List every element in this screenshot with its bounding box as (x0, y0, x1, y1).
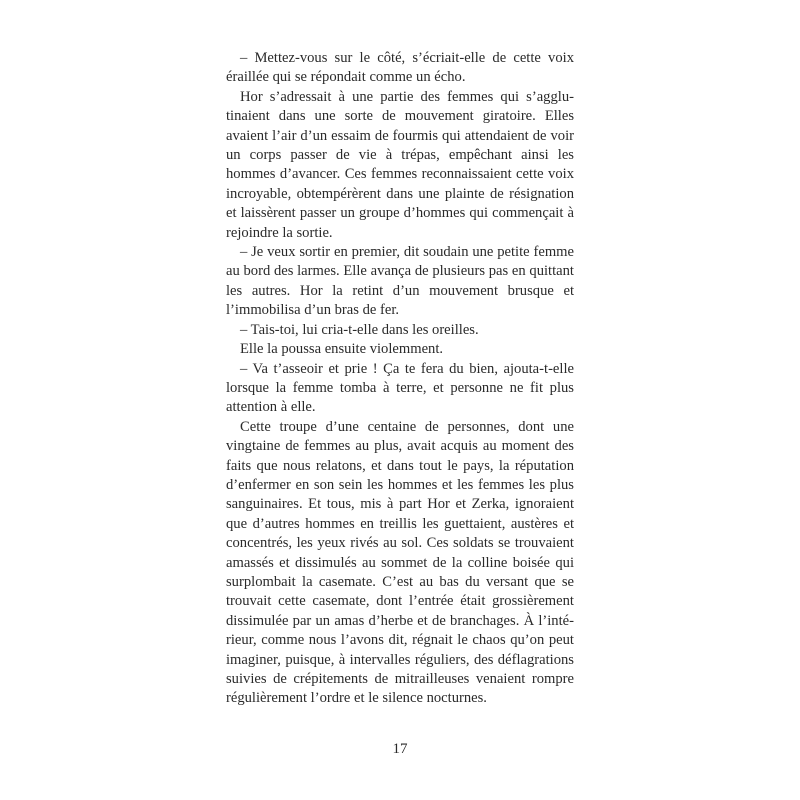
body-text (226, 49, 574, 709)
paragraph: – Va t’asseoir et prie ! Ça te fera du bien, ajouta-t-elle lorsque la femme tomba à terre, et personne ne fit plus attention à elle. (226, 360, 574, 416)
page-number: 17 (392, 741, 408, 757)
paragraph: Hor s’adressait à une partie des femmes qui s’agglutinaient dans une sorte de mouvement giratoire. Elles avaient l’air d’un essaim de fourmis qui attendaient de voir un corps passer de vie à trépas, empêchant ainsi les hommes d’avancer. Ces femmes reconnaissaient cette voix incroyable, obtempérèrent dans une plainte de résignation et laissèrent passer un groupe d’hommes qui commençait à rejoindre la sortie. (226, 88, 574, 241)
paragraph: Elle la poussa ensuite violemment. (240, 341, 444, 358)
paragraph: Cette troupe d’une centaine de personnes, dont une vingtaine de femmes au plus, avait acquis au moment des faits que nous relatons, et dans tout le pays, la réputation d’enfermer en son sein les hommes et les femmes les plus sanguinaires. Et tous, mis à part Hor et Zerka, ignoraient que d’autres hommes en treillis les guettaient, austères et concentrés, les yeux rivés au sol. Ces soldats se trouvaient amassés et dissimulés au sommet de la colline boisée qui surplombait la casemate. C’est au bas du versant que se trouvait cette casemate, dont l’entrée était grossièrement dissimulée par un amas d’herbe et de branchages. À l’intérieur, comme nous l’avons dit, régnait le chaos qu’on peut imaginer, puisque, à intervalles réguliers, des déflagrations suivies de crépitements de mitrailleuses venaient rompre régulièrement l’ordre et le silence nocturnes. (226, 418, 574, 707)
paragraph: – Je veux sortir en premier, dit soudain une petite femme au bord des larmes. Elle avança de plusieurs pas en quittant les autres. Hor la retint d’un mouvement brusque et l’immobilisa d’un bras de fer. (226, 244, 574, 319)
paragraph: – Mettez-vous sur le côté, s’écriait-elle de cette voix éraillée qui se répondait comme un écho. (226, 50, 574, 86)
paragraph: – Tais-toi, lui cria-t-elle dans les oreilles. (240, 321, 479, 338)
